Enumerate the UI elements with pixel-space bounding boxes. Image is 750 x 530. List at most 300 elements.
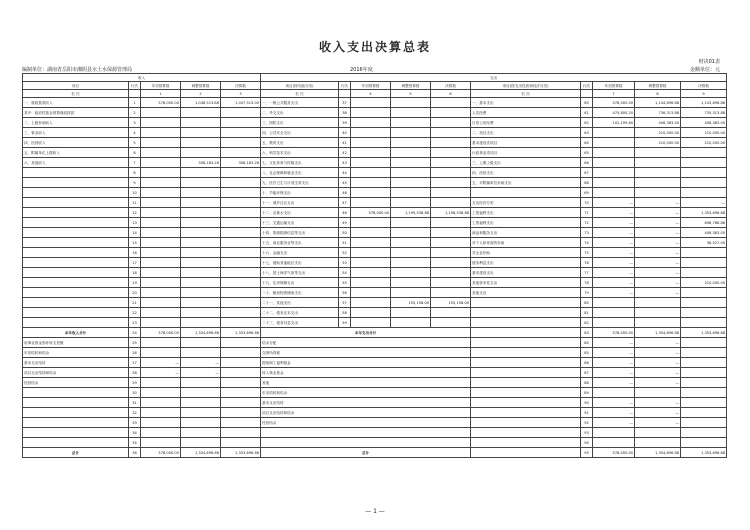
fiscal-year: 2016年度 bbox=[350, 67, 373, 73]
expense-econ-item: 商品和服务支出 bbox=[471, 228, 581, 238]
row-number: 16 bbox=[129, 248, 141, 258]
row-number: 4 bbox=[129, 128, 141, 138]
amount bbox=[431, 288, 471, 298]
amount: — bbox=[593, 268, 635, 278]
amount bbox=[635, 158, 681, 168]
amount bbox=[391, 308, 431, 318]
amount bbox=[391, 278, 431, 288]
balance-item: 转入事业基金 bbox=[261, 368, 471, 378]
expense-econ-item: 工资福利支出 bbox=[471, 208, 581, 218]
amount: — bbox=[635, 248, 681, 258]
row-number: 17 bbox=[129, 258, 141, 268]
expense-func-item: 五、教育支出 bbox=[261, 138, 339, 148]
adjusted-header: 调整预算数 bbox=[181, 82, 221, 90]
amount bbox=[181, 398, 221, 408]
amount bbox=[635, 298, 681, 308]
amount: — bbox=[635, 358, 681, 368]
row-number: 19 bbox=[129, 278, 141, 288]
row-number: 22 bbox=[129, 308, 141, 318]
row-number: 79 bbox=[581, 288, 593, 298]
row-number: 13 bbox=[129, 218, 141, 228]
table-row bbox=[23, 438, 727, 448]
spacer-cell bbox=[471, 398, 581, 408]
amount bbox=[221, 298, 261, 308]
amount bbox=[593, 388, 635, 398]
row-number: 63 bbox=[581, 128, 593, 138]
row-number: 12 bbox=[129, 208, 141, 218]
amount: — bbox=[635, 408, 681, 418]
amount bbox=[221, 438, 261, 448]
expense-econ-item: 工资福利支出 bbox=[471, 218, 581, 228]
row-number: 59 bbox=[339, 318, 351, 328]
income-item: 一、财政拨款收入 bbox=[23, 98, 129, 108]
amount bbox=[391, 168, 431, 178]
amount bbox=[635, 148, 681, 158]
income-item bbox=[23, 388, 129, 398]
row-number: 51 bbox=[339, 238, 351, 248]
row-number: 55 bbox=[339, 278, 351, 288]
amount: 1,048,513.88 bbox=[181, 98, 221, 108]
func-item-header: 项目(按功能分类) bbox=[261, 82, 339, 90]
amount bbox=[431, 308, 471, 318]
amount: — bbox=[593, 258, 635, 268]
amount bbox=[681, 298, 727, 308]
amount bbox=[391, 268, 431, 278]
amount bbox=[221, 268, 261, 278]
amount: — bbox=[181, 368, 221, 378]
table-row bbox=[23, 208, 727, 218]
amount bbox=[181, 428, 221, 438]
income-item: 经营结余 bbox=[23, 378, 129, 388]
row-number: 71 bbox=[581, 208, 593, 218]
row-header: 行次 bbox=[581, 82, 593, 90]
income-item bbox=[23, 268, 129, 278]
row-header: 行次 bbox=[339, 82, 351, 90]
amount bbox=[141, 258, 181, 268]
row-number: 68 bbox=[581, 178, 593, 188]
expense-econ-item: 基本建设支出 bbox=[471, 268, 581, 278]
expense-econ-item: 对个人和家庭的补助 bbox=[471, 238, 581, 248]
col-num: 5 bbox=[391, 90, 431, 98]
amount bbox=[681, 248, 727, 258]
spacer-cell bbox=[471, 368, 581, 378]
amount bbox=[221, 418, 261, 428]
amount bbox=[141, 248, 181, 258]
expense-econ-item: 债务利息支出 bbox=[471, 258, 581, 268]
row-number: 21 bbox=[129, 298, 141, 308]
row-number: 48 bbox=[339, 208, 351, 218]
amount bbox=[141, 438, 181, 448]
spacer-cell bbox=[471, 408, 581, 418]
amount: — bbox=[593, 378, 635, 388]
balance-item: 其他 bbox=[261, 378, 471, 388]
final-header: 决算数 bbox=[681, 82, 727, 90]
table-row bbox=[23, 338, 727, 348]
income-item bbox=[23, 318, 129, 328]
income-item bbox=[23, 298, 129, 308]
income-item bbox=[23, 168, 129, 178]
amount bbox=[681, 188, 727, 198]
amount bbox=[391, 158, 431, 168]
amount bbox=[391, 248, 431, 258]
table-row bbox=[23, 128, 727, 138]
amount bbox=[431, 168, 471, 178]
table-row bbox=[23, 198, 727, 208]
table-row bbox=[23, 98, 727, 108]
amount: — bbox=[635, 218, 681, 228]
row-number: 14 bbox=[129, 228, 141, 238]
adjusted-header: 调整预算数 bbox=[635, 82, 681, 90]
amount bbox=[181, 218, 221, 228]
expense-func-item: 二十一、其他支出 bbox=[261, 298, 339, 308]
amount bbox=[141, 268, 181, 278]
balance-item: 基本支出结转 bbox=[261, 398, 471, 408]
expense-econ-item bbox=[471, 188, 581, 198]
amount bbox=[221, 398, 261, 408]
amount bbox=[391, 198, 431, 208]
row-number: 92 bbox=[581, 418, 593, 428]
amount bbox=[221, 408, 261, 418]
row-number: 73 bbox=[581, 228, 593, 238]
amount: — bbox=[593, 238, 635, 248]
amount bbox=[351, 318, 391, 328]
table-row bbox=[23, 318, 727, 328]
table-row bbox=[23, 308, 727, 318]
amount bbox=[681, 398, 727, 408]
expense-econ-item: 支出经济分类 bbox=[471, 198, 581, 208]
amount bbox=[221, 308, 261, 318]
income-item bbox=[23, 428, 129, 438]
income-item bbox=[23, 208, 129, 218]
amount bbox=[635, 428, 681, 438]
table-row bbox=[23, 418, 727, 428]
amount bbox=[141, 128, 181, 138]
report-title: 收入支出决算总表 bbox=[318, 40, 431, 54]
table-row bbox=[23, 348, 727, 358]
row-number: 72 bbox=[581, 218, 593, 228]
amount bbox=[221, 148, 261, 158]
balance-item: 经营结余 bbox=[261, 418, 471, 428]
amount bbox=[635, 168, 681, 178]
amount: — bbox=[635, 278, 681, 288]
amount bbox=[181, 388, 221, 398]
income-item: 三、事业收入 bbox=[23, 128, 129, 138]
amount bbox=[351, 298, 391, 308]
amount bbox=[351, 188, 391, 198]
amount bbox=[351, 308, 391, 318]
row-number: 81 bbox=[581, 308, 593, 318]
amount bbox=[351, 248, 391, 258]
amount: — bbox=[593, 228, 635, 238]
amount: 210,000.00 bbox=[681, 138, 727, 148]
amount bbox=[221, 348, 261, 358]
amount bbox=[351, 238, 391, 248]
row-number: 77 bbox=[581, 268, 593, 278]
amount: — bbox=[593, 418, 635, 428]
amount bbox=[351, 288, 391, 298]
amount bbox=[351, 268, 391, 278]
row-number: 7 bbox=[129, 158, 141, 168]
amount bbox=[221, 318, 261, 328]
expense-econ-item: 二、项目支出 bbox=[471, 128, 581, 138]
adjusted-header: 调整预算数 bbox=[391, 82, 431, 90]
amount: 155,158.00 bbox=[391, 298, 431, 308]
amount bbox=[181, 108, 221, 118]
amount bbox=[431, 98, 471, 108]
row-number: 82 bbox=[581, 318, 593, 328]
row-number: 10 bbox=[129, 188, 141, 198]
amount bbox=[681, 268, 727, 278]
row-number: 18 bbox=[129, 268, 141, 278]
table-row bbox=[23, 218, 727, 228]
amount bbox=[391, 108, 431, 118]
grand-total-label: 总计 bbox=[261, 448, 471, 458]
amount: — bbox=[141, 358, 181, 368]
amount: 578,000.00 bbox=[593, 98, 635, 108]
budget-header: 年初预算数 bbox=[593, 82, 635, 90]
expense-econ-item: 对企业补助 bbox=[471, 248, 581, 258]
amount bbox=[141, 198, 181, 208]
amount bbox=[181, 208, 221, 218]
row-number: 65 bbox=[581, 148, 593, 158]
income-item bbox=[23, 188, 129, 198]
amount: — bbox=[635, 238, 681, 248]
col-num: 3 bbox=[221, 90, 261, 98]
row-number: 89 bbox=[581, 388, 593, 398]
table-row bbox=[23, 368, 727, 378]
amount bbox=[141, 418, 181, 428]
row-number: 35 bbox=[129, 438, 141, 448]
amount bbox=[221, 178, 261, 188]
amount bbox=[141, 308, 181, 318]
amount bbox=[351, 168, 391, 178]
row-number: 75 bbox=[581, 248, 593, 258]
amount bbox=[221, 258, 261, 268]
amount bbox=[391, 258, 431, 268]
table-number: 财决01表 bbox=[698, 59, 720, 65]
row-number: 9 bbox=[129, 178, 141, 188]
amount bbox=[141, 178, 181, 188]
table-row bbox=[23, 138, 727, 148]
organization-label: 编制单位：湖南省岳阳市湘阴县水土水保源管理局 bbox=[22, 67, 133, 73]
amount bbox=[351, 228, 391, 238]
amount bbox=[221, 208, 261, 218]
balance-item: 交纳所得税 bbox=[261, 348, 471, 358]
amount: — bbox=[181, 358, 221, 368]
expense-econ-item bbox=[471, 308, 581, 318]
amount bbox=[431, 228, 471, 238]
expense-econ-item: 行政事业类项目 bbox=[471, 148, 581, 158]
amount bbox=[141, 168, 181, 178]
amount bbox=[351, 158, 391, 168]
row-number: 74 bbox=[581, 238, 593, 248]
amount bbox=[681, 308, 727, 318]
amount bbox=[681, 288, 727, 298]
row-number: 47 bbox=[339, 198, 351, 208]
income-item bbox=[23, 408, 129, 418]
expense-func-item: 八、社会保障和就业支出 bbox=[261, 168, 339, 178]
balance-item: 年末结转和结余 bbox=[261, 388, 471, 398]
expense-econ-item bbox=[471, 318, 581, 328]
amount bbox=[431, 258, 471, 268]
amount: 102,199.80 bbox=[593, 118, 635, 128]
amount: — bbox=[593, 408, 635, 418]
amount: 736,313.88 bbox=[635, 108, 681, 118]
amount: — bbox=[635, 348, 681, 358]
row-number: 8 bbox=[129, 168, 141, 178]
amount bbox=[681, 318, 727, 328]
amount bbox=[181, 338, 221, 348]
amount bbox=[431, 218, 471, 228]
amount: 1,199,538.88 bbox=[391, 208, 431, 218]
row-number: 56 bbox=[339, 288, 351, 298]
row-number: 58 bbox=[339, 308, 351, 318]
amount bbox=[635, 178, 681, 188]
amount: — bbox=[593, 288, 635, 298]
amount bbox=[351, 148, 391, 158]
amount bbox=[181, 178, 221, 188]
currency-unit: 金额单位：元 bbox=[689, 67, 720, 73]
expense-func-item: 二、外交支出 bbox=[261, 108, 339, 118]
table-row bbox=[23, 288, 727, 298]
amount bbox=[141, 398, 181, 408]
budget-header: 年初预算数 bbox=[351, 82, 391, 90]
row-number: 40 bbox=[339, 128, 351, 138]
amount: 578,000.00 bbox=[351, 208, 391, 218]
balance-item: 项目支出结转和结余 bbox=[261, 408, 471, 418]
row-number: 44 bbox=[339, 168, 351, 178]
amount: — bbox=[593, 358, 635, 368]
amount: 1,144,896.88 bbox=[635, 98, 681, 108]
amount bbox=[221, 128, 261, 138]
amount: — bbox=[635, 338, 681, 348]
expense-econ-item: 三、上缴上级支出 bbox=[471, 158, 581, 168]
table-row bbox=[23, 158, 727, 168]
amount: — bbox=[593, 248, 635, 258]
income-item bbox=[23, 238, 129, 248]
income-item bbox=[23, 198, 129, 208]
balance-item: 结余分配 bbox=[261, 338, 471, 348]
amount bbox=[593, 148, 635, 158]
expense-func-item: 三、国防支出 bbox=[261, 118, 339, 128]
amount bbox=[391, 218, 431, 228]
row-number: 69 bbox=[581, 188, 593, 198]
table-row bbox=[23, 148, 727, 158]
amount bbox=[141, 118, 181, 128]
col-num: 4 bbox=[351, 90, 391, 98]
amount bbox=[141, 108, 181, 118]
expense-econ-item: 基本建设类项目 bbox=[471, 138, 581, 148]
income-item bbox=[23, 398, 129, 408]
table-row bbox=[23, 248, 727, 258]
amount bbox=[181, 298, 221, 308]
row-number: 70 bbox=[581, 198, 593, 208]
final-header: 决算数 bbox=[221, 82, 261, 90]
amount bbox=[221, 228, 261, 238]
amount bbox=[681, 428, 727, 438]
amount bbox=[221, 248, 261, 258]
row-number: 64 bbox=[581, 138, 593, 148]
income-item bbox=[23, 248, 129, 258]
amount bbox=[431, 318, 471, 328]
amount bbox=[593, 438, 635, 448]
amount bbox=[593, 428, 635, 438]
amount bbox=[141, 348, 181, 358]
final-header: 决算数 bbox=[431, 82, 471, 90]
amount: 306,183.26 bbox=[221, 158, 261, 168]
col-label: 栏 次 bbox=[261, 90, 339, 98]
col-num: 7 bbox=[593, 90, 635, 98]
expense-econ-item: 一、基本支出 bbox=[471, 98, 581, 108]
income-item: 用事业基金弥补收支差额 bbox=[23, 338, 129, 348]
amount: 1,198,538.88 bbox=[431, 208, 471, 218]
amount: 306,183.26 bbox=[181, 158, 221, 168]
amount bbox=[141, 138, 181, 148]
amount bbox=[221, 168, 261, 178]
expense-econ-item: 其他支出 bbox=[471, 288, 581, 298]
amount bbox=[681, 168, 727, 178]
amount bbox=[391, 288, 431, 298]
income-section-header: 收入 bbox=[23, 74, 261, 82]
expense-func-item: 四、公共安全支出 bbox=[261, 128, 339, 138]
amount bbox=[181, 138, 221, 148]
amount bbox=[141, 228, 181, 238]
amount bbox=[181, 198, 221, 208]
income-item: 项目支出结转和结余 bbox=[23, 368, 129, 378]
expense-func-item: 十六、金融支出 bbox=[261, 248, 339, 258]
col-label: 栏 次 bbox=[23, 90, 129, 98]
amount bbox=[351, 198, 391, 208]
amount: 475,800.20 bbox=[593, 108, 635, 118]
income-item bbox=[23, 418, 129, 428]
spacer-cell bbox=[471, 338, 581, 348]
table-row bbox=[23, 408, 727, 418]
balance-item: 提取职工福利基金 bbox=[261, 358, 471, 368]
spacer-cell bbox=[471, 378, 581, 388]
amount: 408,383.00 bbox=[681, 228, 727, 238]
amount: — bbox=[681, 198, 727, 208]
amount bbox=[391, 128, 431, 138]
amount bbox=[681, 378, 727, 388]
amount bbox=[221, 388, 261, 398]
row-number: 20 bbox=[129, 288, 141, 298]
amount bbox=[181, 258, 221, 268]
row-number: 46 bbox=[339, 188, 351, 198]
income-expense-table bbox=[22, 73, 727, 458]
expense-func-item: 二十三、债务付息支出 bbox=[261, 318, 339, 328]
row-number: 39 bbox=[339, 118, 351, 128]
amount bbox=[221, 188, 261, 198]
amount bbox=[681, 178, 727, 188]
amount: 698,786.88 bbox=[681, 218, 727, 228]
amount bbox=[181, 248, 221, 258]
expense-func-item: 十二、农林水支出 bbox=[261, 208, 339, 218]
amount: — bbox=[635, 398, 681, 408]
col-num: 8 bbox=[635, 90, 681, 98]
expense-func-item: 十一、城乡社区支出 bbox=[261, 198, 339, 208]
income-item: 基本支出结转 bbox=[23, 358, 129, 368]
amount bbox=[431, 118, 471, 128]
amount bbox=[141, 158, 181, 168]
income-item bbox=[23, 218, 129, 228]
amount bbox=[181, 318, 221, 328]
amount bbox=[431, 108, 471, 118]
income-item bbox=[23, 228, 129, 238]
row-number: 80 bbox=[581, 298, 593, 308]
amount: — bbox=[593, 208, 635, 218]
budget-header: 年初预算数 bbox=[141, 82, 181, 90]
spacer-cell bbox=[471, 438, 581, 448]
